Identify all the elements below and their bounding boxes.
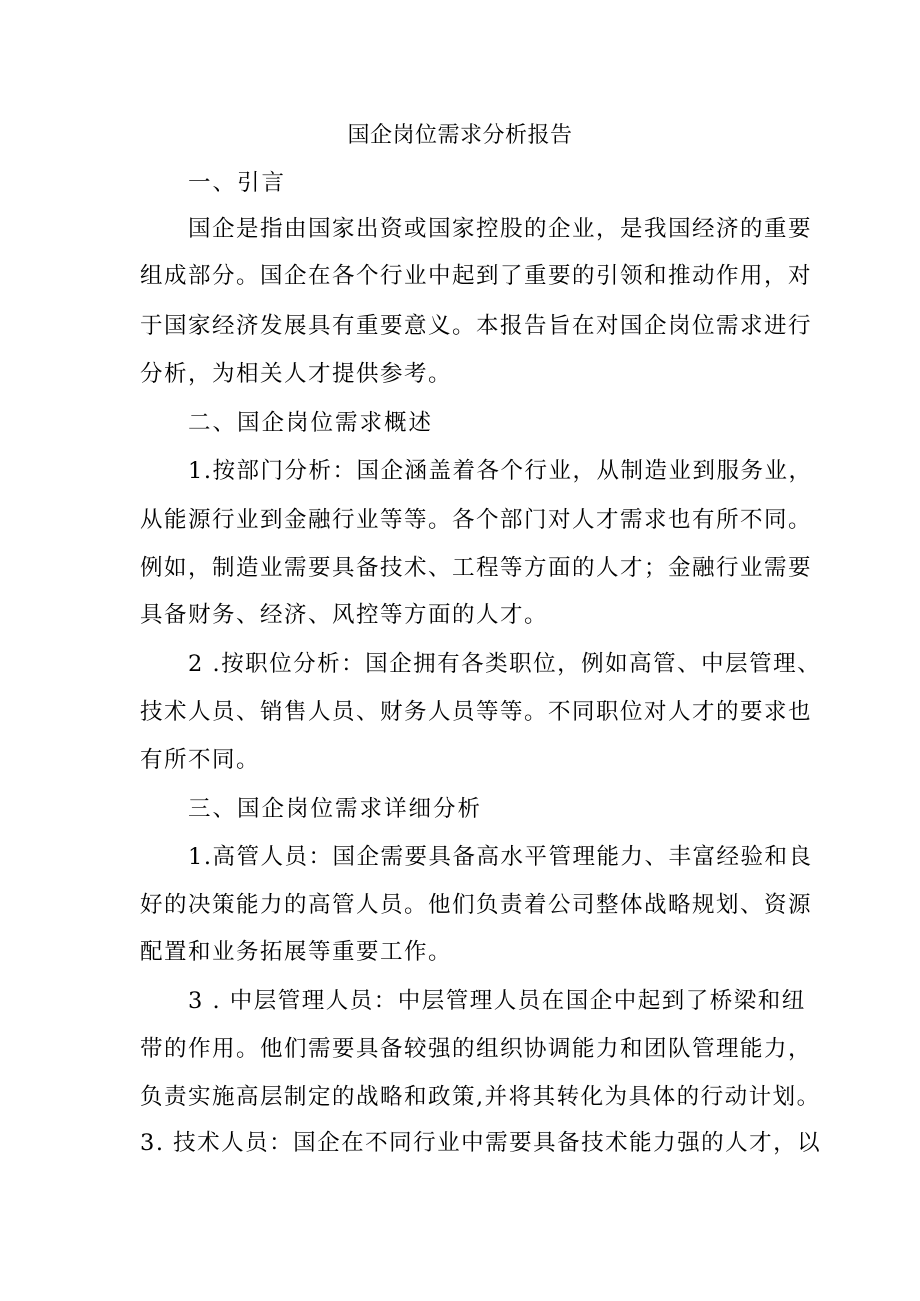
paragraph-line: 从能源行业到金融行业等等。各个部门对人才需求也有所不同。 bbox=[140, 507, 813, 533]
paragraph-line: 有所不同。 bbox=[140, 747, 261, 773]
paragraph-line: 国企是指由国家出资或国家控股的企业，是我国经济的重要 bbox=[188, 216, 813, 242]
paragraph-line: 好的决策能力的高管人员。他们负责着公司整体战略规划、资源 bbox=[140, 892, 813, 918]
paragraph-line: 例如，制造业需要具备技术、工程等方面的人才；金融行业需要 bbox=[140, 555, 813, 581]
paragraph-line: 3. 技术人员：国企在不同行业中需要具备技术能力强的人才，以 bbox=[140, 1130, 822, 1156]
paragraph-line: 配置和业务拓展等重要工作。 bbox=[140, 939, 453, 965]
paragraph-line: 于国家经济发展具有重要意义。本报告旨在对国企岗位需求进行 bbox=[140, 313, 813, 339]
paragraph-line: 3 . 中层管理人员：中层管理人员在国企中起到了桥梁和纽 bbox=[188, 988, 806, 1014]
paragraph-line: 技术人员、销售人员、财务人员等等。不同职位对人才的要求也 bbox=[140, 699, 813, 725]
section-heading-detailed-analysis: 三、国企岗位需求详细分析 bbox=[188, 796, 483, 822]
paragraph-line: 组成部分。国企在各个行业中起到了重要的引领和推动作用，对 bbox=[140, 263, 813, 289]
section-heading-overview: 二、国企岗位需求概述 bbox=[188, 410, 434, 436]
document-title: 国企岗位需求分析报告 bbox=[347, 123, 573, 148]
paragraph-line: 2 .按职位分析：国企拥有各类职位，例如高管、中层管理、 bbox=[188, 651, 822, 677]
paragraph-line: 具备财务、经济、风控等方面的人才。 bbox=[140, 602, 549, 628]
paragraph-line: 带的作用。他们需要具备较强的组织协调能力和团队管理能力， bbox=[140, 1036, 813, 1062]
paragraph-line: 1.高管人员：国企需要具备高水平管理能力、丰富经验和良 bbox=[188, 844, 813, 870]
paragraph-line: 分析，为相关人才提供参考。 bbox=[140, 361, 453, 387]
paragraph-line: 负责实施高层制定的战略和政策,并将其转化为具体的行动计划。 bbox=[140, 1084, 821, 1110]
paragraph-line: 1.按部门分析：国企涵盖着各个行业，从制造业到服务业， bbox=[188, 458, 813, 484]
section-heading-introduction: 一、引言 bbox=[188, 170, 287, 196]
